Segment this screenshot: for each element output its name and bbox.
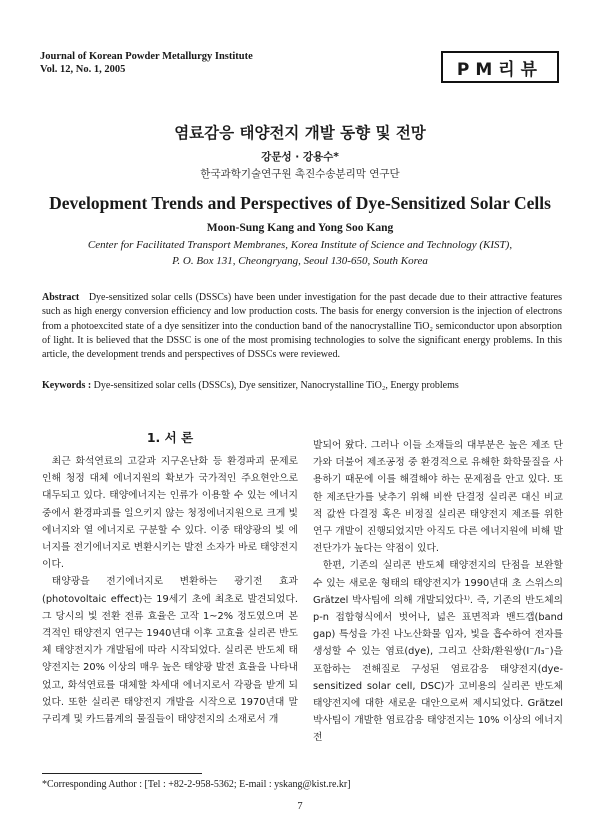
paragraph: 태양광을 전기에너지로 변환하는 광기전 효과(photovoltaic effect)는 19세기 초에 최초로 발견되었다. 그 당시의 빛 전환 전류 효율은 고작 1~2% 정도였으며 본격적인 태양전지 연구는 1940년대 이후 고효율 실리콘 반도체 태양전지가 개발됨에 따라 시작되었다. 실리콘 반도체 태양전지는 20% 이상의 매우 높은 태양광 발전 효율을 나타내었고, 화석연료를 대체할 차세대 에너지로서 각광을 받게 되었다. 또한 실리콘 태양전지 개발을 시작으로 1970년대 말 구리계 및 카드뮴계의 물질들이 태양전지의 소재로서 개 — [42, 576, 298, 726]
english-authors: Moon-Sung Kang and Yong Soo Kang — [206, 222, 394, 234]
english-title: Development Trends and Perspectives of Dye-Sensitized Solar Cells — [49, 193, 551, 213]
journal-name: Journal of Korean Powder Metallurgy Institute — [40, 51, 253, 62]
right-column — [313, 437, 563, 747]
keywords-text: Dye-sensitized solar cells (DSSCs), Dye sensitizer, Nanocrystalline TiO₂, Energy problems — [93, 380, 459, 391]
section-badge: PM리뷰 — [441, 51, 559, 83]
footnote-divider — [42, 773, 202, 774]
english-affiliation — [0, 237, 600, 269]
korean-title: 염료감응 태양전지 개발 동향 및 전망 — [174, 124, 426, 142]
keywords-label: Keywords : — [42, 380, 92, 391]
paragraph: 최근 화석연료의 고갈과 지구온난화 등 환경파괴 문제로 인해 청정 대체 에너지원의 확보가 국가적인 주요현안으로 대두되고 있다. 태양에너지는 인류가 이용할 수 있는 에너지 중에서 환경파괴를 일으키지 않는 청정에너지원으로 크게 빛 에너지와 열 에너지로 구분할 수 있다. 이중 태양광의 빛 에너지를 전기에너지로 변환시키는 발전 소자가 바로 태양전지이다. — [42, 456, 298, 571]
section-title: 1. 서 론 — [146, 430, 194, 445]
korean-affiliation: 한국과학기술연구원 촉진수송분리막 연구단 — [200, 168, 400, 180]
paragraph: 한편, 기존의 실리콘 반도체 태양전지의 단점을 보완할 수 있는 새로운 형태의 태양전지가 1990년대 초 스위스의 Grätzel 박사팀에 의해 개발되었다¹⁾. 즉, 기존의 반도체의 p-n 접합형식에서 벗어나, 넓은 표면적과 밴드갭(band gap) 특성을 가진 나노산화물 입자, 빛을 흡수하여 전자를 생성할 수 있는 염료(dye), 그리고 산화/환원쌍(I⁻/I₃⁻)을 포함하는 전해질로 구성된 염료감응 태양전지(dye-sensitized solar cell, DSC)가 고비용의 실리콘 반도체 태양전지에 대한 새로운 대안으로써 제시되었다. Grätzel 박사팀이 개발한 염료감응 태양전지는 10% 이상의 에너지 전 — [313, 560, 563, 744]
abstract-label: Abstract — [42, 292, 80, 303]
footnote: *Corresponding Author : [Tel : +82-2-958-5362; E-mail : yskang@kist.re.kr] — [42, 779, 351, 790]
journal-volume: Vol. 12, No. 1, 2005 — [40, 64, 126, 75]
korean-authors: 강문성 · 강용수* — [261, 151, 339, 163]
keywords — [42, 379, 562, 393]
abstract — [42, 291, 562, 362]
page-number: 7 — [297, 801, 303, 812]
affiliation-line-1: Center for Facilitated Transport Membranes, Korea Institute of Science and Technology (KIST), — [87, 239, 513, 251]
affiliation-line-2: P. O. Box 131, Cheongryang, Seoul 130-650, South Korea — [172, 255, 428, 267]
paragraph: 발되어 왔다. 그러나 이들 소재들의 대부분은 높은 제조 단가와 더불어 제조공정 중 환경적으로 유해한 화학물질을 사용하기 때문에 이를 해결해야 하는 문제점을 안고 있다. 또한 제조단가를 낮추기 위해 비싼 단결정 실리콘 대신 비교적 값싼 다결정 혹은 비정질 실리콘 태양전지 제조를 위한 연구 개발이 진행되었지만 아직도 다른 에너지원에 비해 발전단가가 높다는 약점이 있다. — [313, 440, 563, 555]
journal-header — [40, 50, 253, 76]
left-column — [42, 453, 298, 728]
abstract-text: Dye-sensitized solar cells (DSSCs) have been under investigation for the past decade due to their attractive features such as high energy conversion efficiency and low production costs. The basis for energy conversion is the injection of electrons from a photoexcited state of a dye sensitizer into the conduction band of the nanocrystalline TiO₂ semiconductor upon absorption of light. It is believed that the DSSC is one of the most promising technologies to solve the significant energy problems. In this article, the development trends and perspectives of DSSCs were reviewed. — [42, 292, 563, 361]
